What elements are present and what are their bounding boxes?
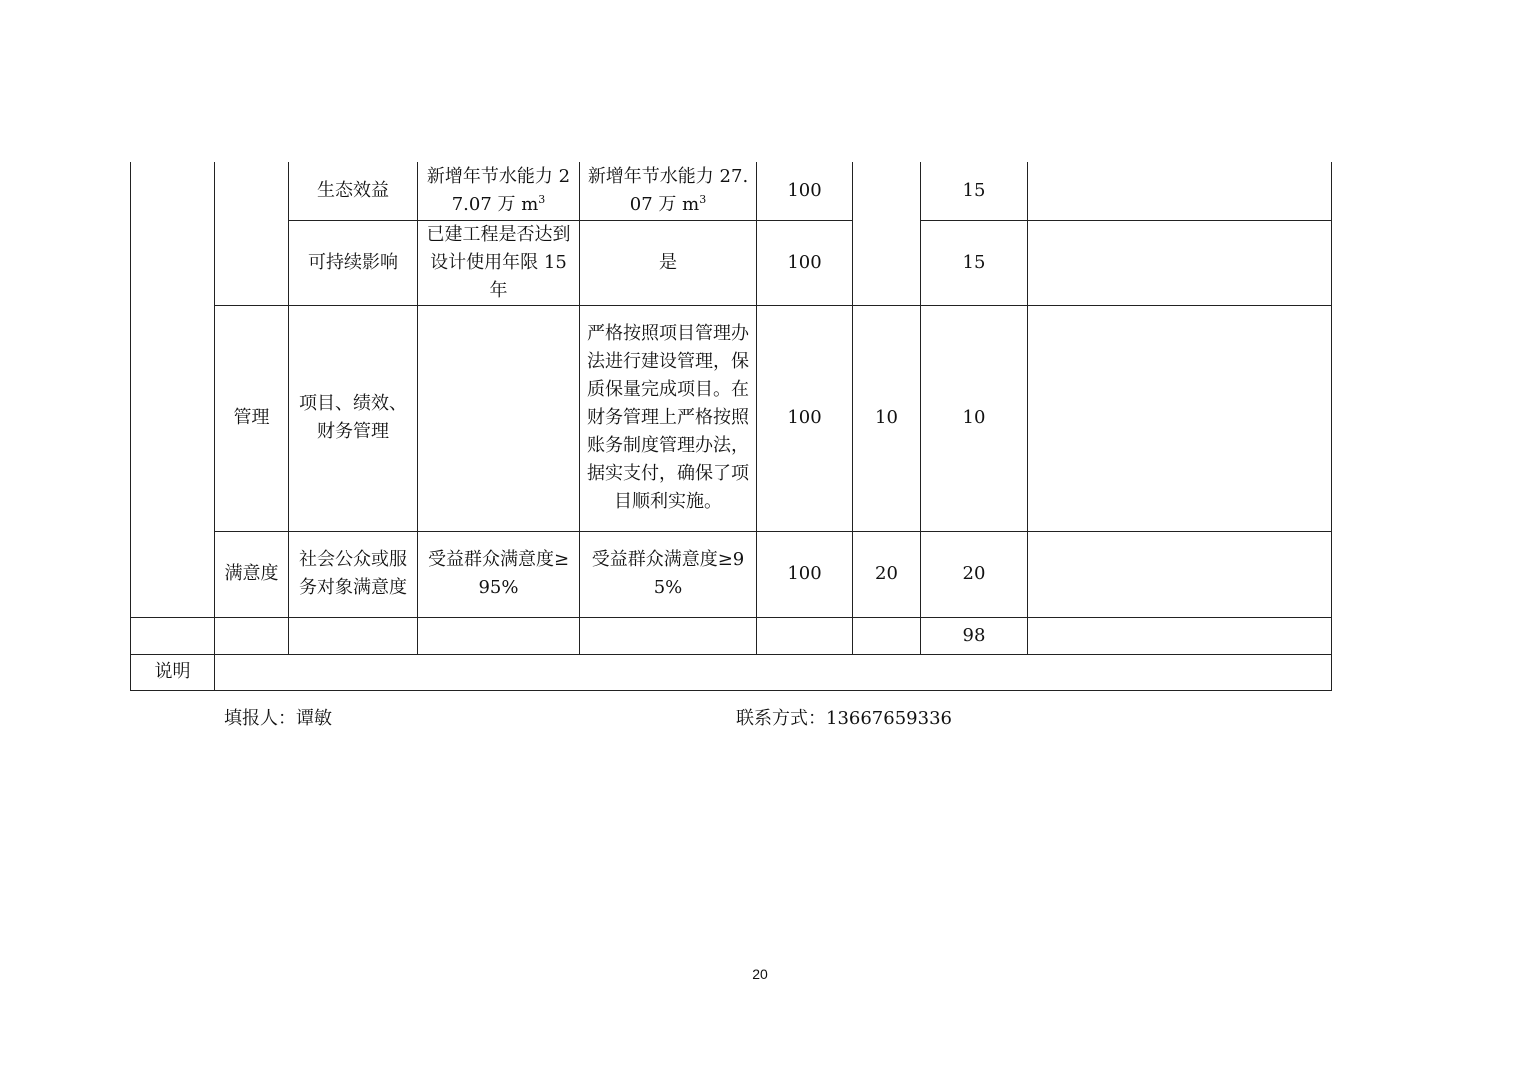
target-cell	[418, 531, 580, 617]
table-row-sustainable	[131, 220, 1332, 305]
total-empty-cell	[757, 617, 853, 654]
completion-management: 100	[787, 407, 822, 428]
indicator-management: 项目、绩效、财务管理	[299, 393, 407, 442]
completion-cell	[757, 531, 853, 617]
indicator-cell	[289, 531, 418, 617]
completion-cell	[757, 162, 853, 220]
target-satisfaction: 受益群众满意度≥95%	[427, 549, 570, 598]
target-cell	[418, 305, 580, 531]
actual-ecological: 新增年节水能力 27.07 万 m	[587, 165, 749, 215]
completion-cell	[757, 305, 853, 531]
second-level-indicator-cell	[215, 162, 289, 305]
unit-superscript: 3	[538, 192, 546, 206]
performance-evaluation-table	[130, 162, 1332, 691]
page-number: 20	[752, 966, 768, 982]
weight-cell	[853, 305, 921, 531]
actual-management: 严格按照项目管理办法进行建设管理，保质保量完成项目。在财务管理上严格按照账务制度管理办法，据实支付，确保了项目顺利实施。	[587, 323, 749, 512]
indicator-cell	[289, 305, 418, 531]
table-row-total	[131, 617, 1332, 654]
weight-cell-merged	[853, 162, 921, 305]
target-ecological: 新增年节水能力 27.07 万 m	[426, 165, 571, 215]
total-empty-cell	[215, 617, 289, 654]
indicator-satisfaction: 社会公众或服务对象满意度	[299, 549, 407, 598]
category-cell	[215, 531, 289, 617]
indicator-cell	[289, 220, 418, 305]
target-sustainable: 已建工程是否达到设计使用年限 15 年	[426, 223, 571, 301]
score-management: 10	[962, 407, 986, 428]
score-satisfaction: 20	[962, 563, 986, 584]
remark-cell	[1028, 305, 1332, 531]
total-empty-cell	[289, 617, 418, 654]
actual-cell	[580, 220, 757, 305]
completion-sustainable: 100	[787, 251, 822, 273]
completion-satisfaction: 100	[787, 563, 822, 584]
target-cell	[418, 162, 580, 220]
weight-satisfaction: 20	[875, 563, 898, 584]
actual-sustainable: 是	[659, 251, 677, 273]
indicator-sustainable: 可持续影响	[308, 251, 398, 273]
actual-satisfaction: 受益群众满意度≥95%	[591, 549, 745, 598]
score-sustainable: 15	[962, 251, 986, 273]
table-row-ecological	[131, 162, 1332, 220]
total-empty-cell	[418, 617, 580, 654]
weight-management: 10	[875, 407, 898, 428]
total-empty-cell	[580, 617, 757, 654]
score-cell	[921, 220, 1028, 305]
target-cell	[418, 220, 580, 305]
performance-table-container	[130, 162, 1332, 691]
score-cell	[921, 305, 1028, 531]
total-empty-cell	[131, 617, 215, 654]
table-row-satisfaction	[131, 531, 1332, 617]
unit-superscript: 3	[699, 192, 707, 206]
weight-cell	[853, 531, 921, 617]
total-score: 98	[962, 624, 986, 646]
actual-cell	[580, 531, 757, 617]
contact-text: 联系方式：13667659336	[736, 708, 952, 729]
remark-cell	[1028, 531, 1332, 617]
total-empty-cell	[853, 617, 921, 654]
score-cell	[921, 531, 1028, 617]
notes-value-cell	[215, 654, 1332, 690]
category-satisfaction: 满意度	[224, 563, 279, 584]
score-ecological: 15	[962, 179, 986, 201]
actual-cell	[580, 305, 757, 531]
score-cell	[921, 162, 1028, 220]
notes-label: 说明	[154, 661, 191, 682]
remark-cell	[1028, 220, 1332, 305]
indicator-cell	[289, 162, 418, 220]
first-level-indicator-cell	[131, 162, 215, 617]
reporter-text: 填报人：谭敏	[224, 708, 332, 729]
table-row-management	[131, 305, 1332, 531]
category-cell	[215, 305, 289, 531]
indicator-ecological: 生态效益	[317, 179, 389, 201]
table-row-notes	[131, 654, 1332, 690]
total-remark-cell	[1028, 617, 1332, 654]
actual-cell	[580, 162, 757, 220]
notes-label-cell	[131, 654, 215, 690]
completion-cell	[757, 220, 853, 305]
remark-cell	[1028, 162, 1332, 220]
total-score-cell	[921, 617, 1028, 654]
completion-ecological: 100	[787, 179, 822, 201]
category-management: 管理	[233, 407, 270, 428]
